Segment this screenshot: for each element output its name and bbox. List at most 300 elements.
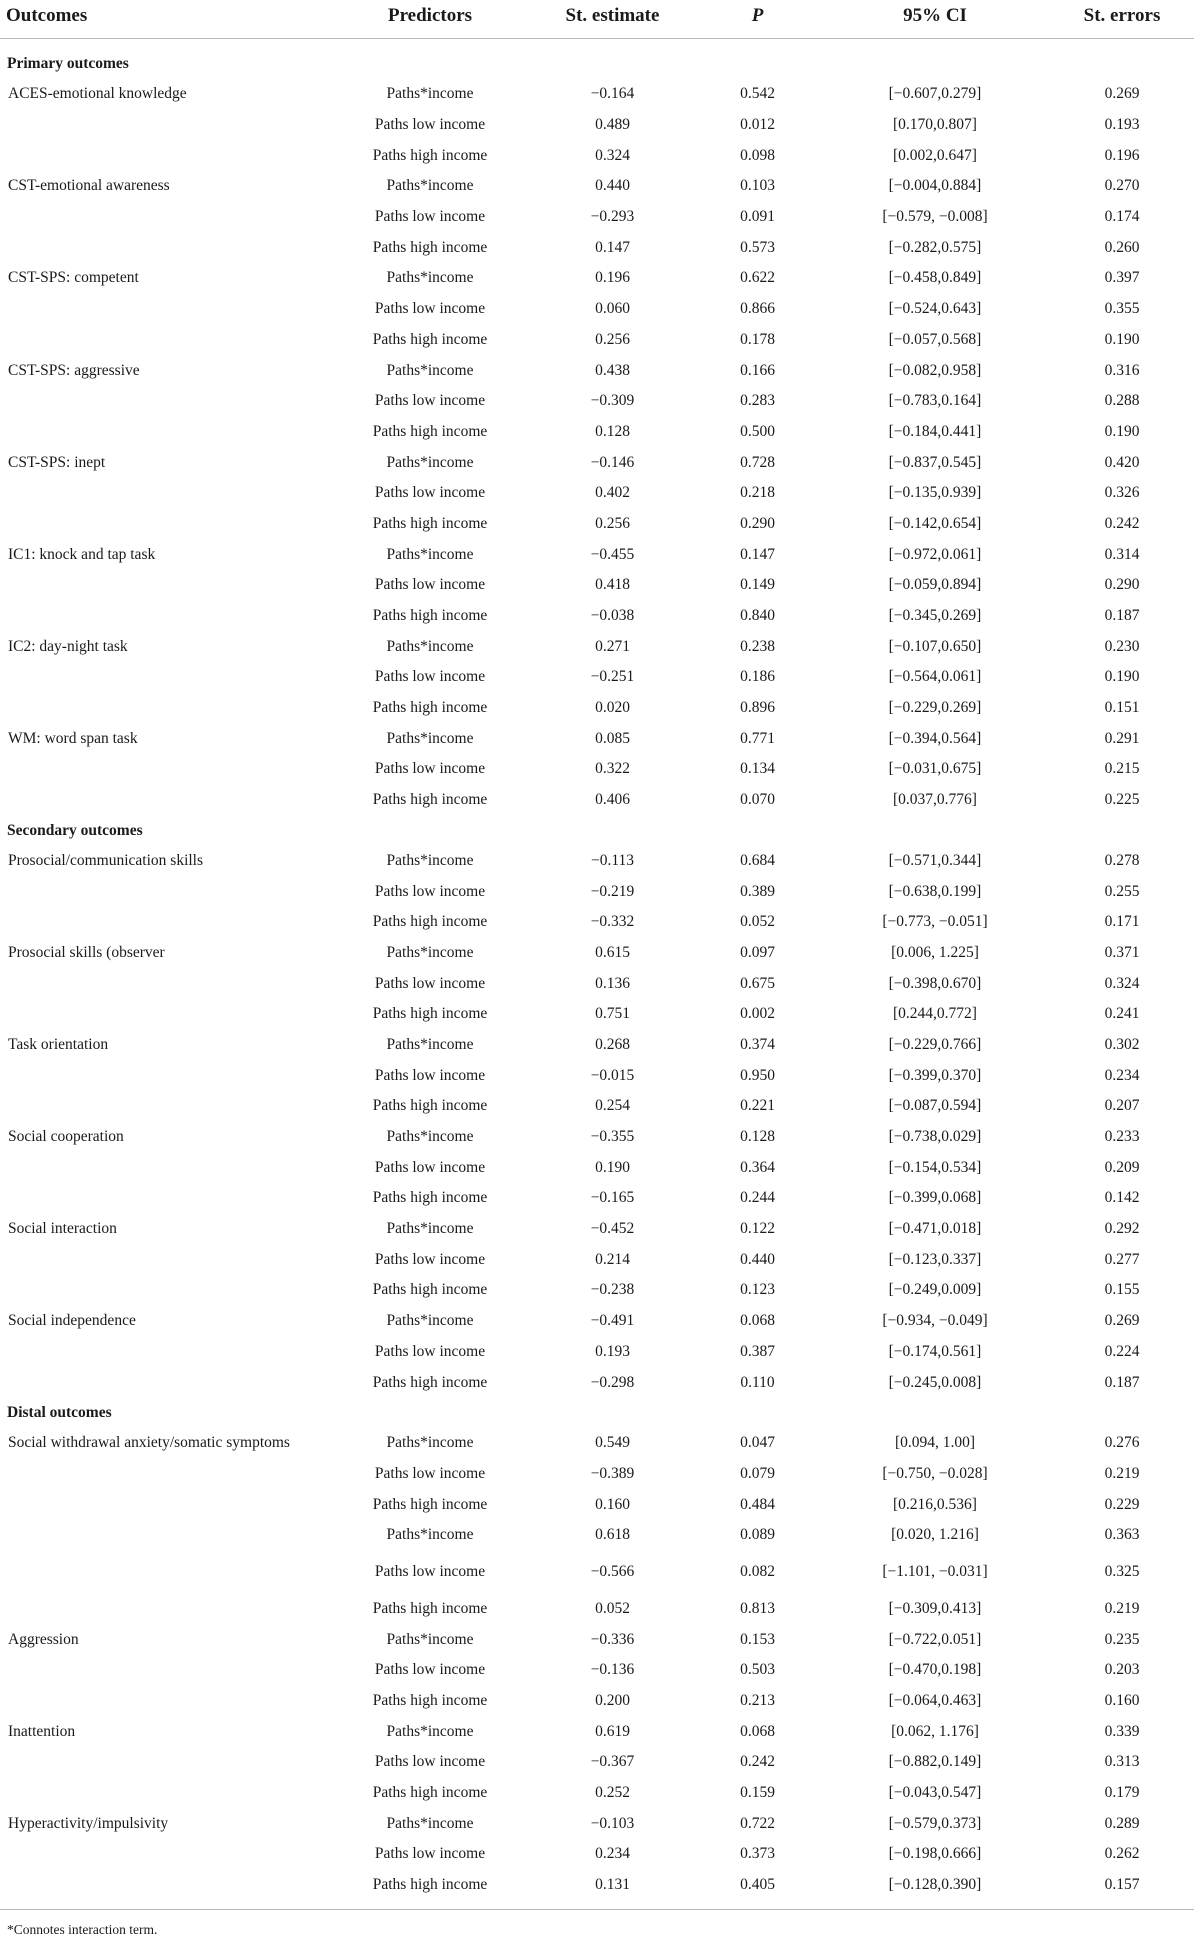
ci-cell: [0.094, 1.00] <box>894 1434 976 1452</box>
predictor-cell: Paths*income <box>386 851 474 869</box>
table-row <box>0 907 1194 938</box>
st-error-cell: 0.230 <box>1104 637 1140 655</box>
ci-cell: [−0.229,0.269] <box>888 699 982 717</box>
outcome-cell <box>0 999 330 1030</box>
p-value-cell: 0.079 <box>740 1464 775 1482</box>
table-row <box>0 478 1194 509</box>
ci-cell: [−0.750, −0.028] <box>882 1464 988 1482</box>
estimate-cell: 0.136 <box>595 974 630 992</box>
outcome-cell: Social independence <box>8 1312 136 1330</box>
outcome-cell: Prosocial skills (observer <box>8 943 165 961</box>
estimate-cell: 0.615 <box>595 943 630 961</box>
table-row <box>0 1808 1194 1839</box>
ci-cell: [−0.082,0.958] <box>888 361 982 379</box>
predictor-cell: Paths high income <box>372 1189 488 1207</box>
ci-cell: [−0.773, −0.051] <box>882 913 988 931</box>
estimate-cell: 0.200 <box>595 1692 630 1710</box>
st-error-cell: 0.289 <box>1104 1814 1140 1832</box>
outcome-cell <box>0 570 330 601</box>
ci-cell: [−0.934, −0.049] <box>882 1312 988 1330</box>
estimate-cell: −0.332 <box>590 913 635 931</box>
predictor-cell: Paths low income <box>374 1158 486 1176</box>
outcome-cell: Prosocial/communication skills <box>8 851 204 869</box>
st-error-cell: 0.160 <box>1104 1692 1140 1710</box>
st-error-cell: 0.190 <box>1104 668 1140 686</box>
predictor-cell: Paths low income <box>374 1845 486 1863</box>
p-value-cell: 0.684 <box>740 851 775 869</box>
ci-cell: [−0.394,0.564] <box>888 729 982 747</box>
estimate-cell: 0.254 <box>595 1097 630 1115</box>
ci-cell: [−0.722,0.051] <box>888 1630 982 1648</box>
outcome-cell <box>0 417 330 448</box>
table-row <box>0 539 1194 570</box>
predictor-cell: Paths*income <box>386 1722 474 1740</box>
p-value-cell: 0.866 <box>740 300 775 318</box>
estimate-cell: 0.256 <box>595 330 630 348</box>
estimate-cell: −0.015 <box>590 1066 635 1084</box>
outcome-cell <box>0 110 330 141</box>
st-error-cell: 0.242 <box>1104 514 1140 532</box>
st-error-cell: 0.255 <box>1104 882 1140 900</box>
p-value-cell: 0.374 <box>740 1035 775 1053</box>
p-value-cell: 0.110 <box>740 1373 775 1391</box>
p-value-cell: 0.098 <box>740 146 775 164</box>
st-error-cell: 0.234 <box>1104 1066 1140 1084</box>
estimate-cell: 0.322 <box>595 760 630 778</box>
estimate-cell: 0.268 <box>595 1035 630 1053</box>
st-error-cell: 0.292 <box>1104 1220 1140 1238</box>
predictor-cell: Paths*income <box>386 177 474 195</box>
table-row <box>0 1306 1194 1337</box>
p-value-cell: 0.123 <box>740 1281 775 1299</box>
predictor-cell: Paths high income <box>372 146 488 164</box>
ci-cell: [−0.154,0.534] <box>888 1158 982 1176</box>
table-row <box>0 1183 1194 1214</box>
p-value-cell: 0.089 <box>740 1526 775 1544</box>
section-heading: Primary outcomes <box>7 55 129 72</box>
p-value-cell: 0.500 <box>740 422 775 440</box>
table-row <box>0 232 1194 263</box>
p-value-cell: 0.387 <box>740 1342 775 1360</box>
st-error-cell: 0.203 <box>1104 1661 1140 1679</box>
p-value-cell: 0.122 <box>740 1220 775 1238</box>
ci-cell: [−0.004,0.884] <box>888 177 982 195</box>
p-value-cell: 0.149 <box>740 576 775 594</box>
predictor-cell: Paths low income <box>374 760 486 778</box>
estimate-cell: −0.238 <box>590 1281 635 1299</box>
predictor-cell: Paths*income <box>386 729 474 747</box>
ci-cell: [−0.128,0.390] <box>888 1876 982 1894</box>
estimate-cell: −0.355 <box>590 1128 635 1146</box>
ci-cell: [−0.345,0.269] <box>888 607 982 625</box>
ci-cell: [−0.579, −0.008] <box>882 208 988 226</box>
table-row <box>0 263 1194 294</box>
table-row <box>0 1060 1194 1091</box>
ci-cell: [−0.471,0.018] <box>888 1220 982 1238</box>
table-footnote: *Connotes interaction term. <box>7 1922 158 1937</box>
ci-cell: [−0.123,0.337] <box>888 1250 982 1268</box>
table-row <box>0 968 1194 999</box>
table-row <box>0 1091 1194 1122</box>
st-error-cell: 0.262 <box>1104 1845 1140 1863</box>
table-header <box>0 0 1194 39</box>
ci-cell: [−0.087,0.594] <box>888 1097 982 1115</box>
table-row <box>0 1594 1194 1625</box>
p-value-cell: 0.622 <box>740 269 775 287</box>
predictor-cell: Paths high income <box>372 1373 488 1391</box>
table-row <box>0 1655 1194 1686</box>
estimate-cell: 0.256 <box>595 514 630 532</box>
ci-cell: [−0.245,0.008] <box>888 1373 982 1391</box>
predictor-cell: Paths*income <box>386 1526 474 1544</box>
predictor-cell: Paths*income <box>386 1035 474 1053</box>
table-row <box>0 601 1194 632</box>
estimate-cell: −0.293 <box>590 208 635 226</box>
p-value-cell: 0.440 <box>740 1250 775 1268</box>
estimate-cell: −0.336 <box>590 1630 635 1648</box>
p-value-cell: 0.950 <box>740 1066 775 1084</box>
st-error-cell: 0.313 <box>1104 1753 1140 1771</box>
st-error-cell: 0.269 <box>1104 85 1140 103</box>
table-row <box>0 1870 1194 1901</box>
st-error-cell: 0.224 <box>1104 1342 1140 1360</box>
table-row <box>0 785 1194 816</box>
estimate-cell: −0.164 <box>590 85 635 103</box>
predictor-cell: Paths high income <box>372 1495 488 1513</box>
p-value-cell: 0.896 <box>740 699 775 717</box>
st-error-cell: 0.219 <box>1104 1599 1140 1617</box>
st-error-cell: 0.316 <box>1104 361 1140 379</box>
predictor-cell: Paths high income <box>372 1784 488 1802</box>
table-row <box>0 846 1194 877</box>
estimate-cell: −0.298 <box>590 1373 635 1391</box>
outcome-cell <box>0 907 330 938</box>
table-row <box>0 570 1194 601</box>
predictor-cell: Paths*income <box>386 269 474 287</box>
header-st-errors: St. errors <box>1050 0 1194 39</box>
estimate-cell: 0.128 <box>595 422 630 440</box>
estimate-cell: 0.418 <box>595 576 630 594</box>
ci-cell: [−0.579,0.373] <box>888 1814 982 1832</box>
table-row <box>0 1459 1194 1490</box>
estimate-cell: −0.452 <box>590 1220 635 1238</box>
st-error-cell: 0.241 <box>1104 1005 1140 1023</box>
header-p: P <box>695 0 820 39</box>
st-error-cell: 0.397 <box>1104 269 1140 287</box>
p-value-cell: 0.082 <box>740 1563 775 1581</box>
st-error-cell: 0.219 <box>1104 1464 1140 1482</box>
ci-cell: [−0.174,0.561] <box>888 1342 982 1360</box>
table-row <box>0 1686 1194 1717</box>
outcome-cell <box>0 1489 330 1520</box>
section-heading-row <box>0 49 1194 79</box>
estimate-cell: 0.085 <box>595 729 630 747</box>
outcome-cell <box>0 1060 330 1091</box>
st-error-cell: 0.229 <box>1104 1495 1140 1513</box>
p-value-cell: 0.103 <box>740 177 775 195</box>
p-value-cell: 0.503 <box>740 1661 775 1679</box>
p-value-cell: 0.153 <box>740 1630 775 1648</box>
table-row <box>0 355 1194 386</box>
outcome-cell: Aggression <box>8 1630 79 1648</box>
table-row <box>0 1337 1194 1368</box>
table-row <box>0 723 1194 754</box>
outcome-cell <box>0 232 330 263</box>
predictor-cell: Paths high income <box>372 1599 488 1617</box>
p-value-cell: 0.166 <box>740 361 775 379</box>
outcome-cell <box>0 876 330 907</box>
table-row <box>0 325 1194 356</box>
estimate-cell: 0.618 <box>595 1526 630 1544</box>
outcome-cell <box>0 601 330 632</box>
table-row <box>0 693 1194 724</box>
predictor-cell: Paths low income <box>374 392 486 410</box>
outcome-cell <box>0 1686 330 1717</box>
outcome-cell: Social cooperation <box>8 1128 124 1146</box>
p-value-cell: 0.405 <box>740 1876 775 1894</box>
header-95-ci: 95% CI <box>820 0 1050 39</box>
p-value-cell: 0.068 <box>740 1722 775 1740</box>
st-error-cell: 0.270 <box>1104 177 1140 195</box>
ci-cell: [0.006, 1.225] <box>891 943 979 961</box>
outcome-cell <box>0 1551 330 1594</box>
estimate-cell: 0.252 <box>595 1784 630 1802</box>
st-error-cell: 0.157 <box>1104 1876 1140 1894</box>
table-row <box>0 1778 1194 1809</box>
outcome-cell <box>0 785 330 816</box>
p-value-cell: 0.213 <box>740 1692 775 1710</box>
estimate-cell: 0.160 <box>595 1495 630 1513</box>
outcome-cell <box>0 325 330 356</box>
st-error-cell: 0.179 <box>1104 1784 1140 1802</box>
outcome-cell: CST-SPS: aggressive <box>8 361 140 379</box>
ci-cell: [−0.398,0.670] <box>888 974 982 992</box>
ci-cell: [−0.198,0.666] <box>888 1845 982 1863</box>
ci-cell: [−0.837,0.545] <box>888 453 982 471</box>
table-body <box>0 39 1194 1910</box>
predictor-cell: Paths*income <box>386 637 474 655</box>
ci-cell: [−0.738,0.029] <box>888 1128 982 1146</box>
outcome-cell: IC2: day-night task <box>8 637 128 655</box>
outcome-cell: CST-emotional awareness <box>8 177 170 195</box>
predictor-cell: Paths high income <box>372 699 488 717</box>
p-value-cell: 0.128 <box>740 1128 775 1146</box>
outcome-cell: Task orientation <box>8 1035 109 1053</box>
estimate-cell: 0.619 <box>595 1722 630 1740</box>
outcome-cell: Social withdrawal anxiety/somatic symptoms <box>8 1434 290 1452</box>
p-value-cell: 0.242 <box>740 1753 775 1771</box>
table-row <box>0 1244 1194 1275</box>
predictor-cell: Paths low income <box>374 300 486 318</box>
predictor-cell: Paths*income <box>386 1814 474 1832</box>
predictor-cell: Paths*income <box>386 545 474 563</box>
outcome-cell <box>0 662 330 693</box>
st-error-cell: 0.171 <box>1104 913 1140 931</box>
ci-cell: [−0.882,0.149] <box>888 1753 982 1771</box>
estimate-cell: −0.103 <box>590 1814 635 1832</box>
table-row <box>0 1122 1194 1153</box>
ci-cell: [−0.184,0.441] <box>888 422 982 440</box>
p-value-cell: 0.244 <box>740 1189 775 1207</box>
ci-cell: [0.216,0.536] <box>893 1495 977 1513</box>
table-row <box>0 1624 1194 1655</box>
p-value-cell: 0.389 <box>740 882 775 900</box>
st-error-cell: 0.190 <box>1104 330 1140 348</box>
outcome-cell <box>0 1183 330 1214</box>
st-error-cell: 0.291 <box>1104 729 1140 747</box>
predictor-cell: Paths*income <box>386 453 474 471</box>
p-value-cell: 0.091 <box>740 208 775 226</box>
table-row <box>0 202 1194 233</box>
section-heading-row <box>0 816 1194 846</box>
table-row <box>0 447 1194 478</box>
table-row <box>0 631 1194 662</box>
table-row <box>0 110 1194 141</box>
estimate-cell: −0.219 <box>590 882 635 900</box>
ci-cell: [−0.142,0.654] <box>888 514 982 532</box>
estimate-cell: −0.251 <box>590 668 635 686</box>
p-value-cell: 0.484 <box>740 1495 775 1513</box>
st-error-cell: 0.371 <box>1104 943 1140 961</box>
predictor-cell: Paths high income <box>372 1281 488 1299</box>
ci-cell: [−0.571,0.344] <box>888 851 982 869</box>
estimate-cell: −0.367 <box>590 1753 635 1771</box>
estimate-cell: 0.060 <box>595 300 630 318</box>
st-error-cell: 0.174 <box>1104 208 1140 226</box>
p-value-cell: 0.238 <box>740 637 775 655</box>
estimate-cell: −0.136 <box>590 1661 635 1679</box>
estimate-cell: 0.324 <box>595 146 630 164</box>
st-error-cell: 0.355 <box>1104 300 1140 318</box>
p-value-cell: 0.002 <box>740 1005 775 1023</box>
estimate-cell: 0.406 <box>595 791 630 809</box>
st-error-cell: 0.288 <box>1104 392 1140 410</box>
p-value-cell: 0.068 <box>740 1312 775 1330</box>
header-outcomes: Outcomes <box>0 0 330 39</box>
predictor-cell: Paths high income <box>372 913 488 931</box>
estimate-cell: −0.566 <box>590 1563 635 1581</box>
st-error-cell: 0.193 <box>1104 116 1140 134</box>
table-row <box>0 79 1194 110</box>
predictor-cell: Paths*income <box>386 85 474 103</box>
p-value-cell: 0.840 <box>740 607 775 625</box>
p-value-cell: 0.159 <box>740 1784 775 1802</box>
predictor-cell: Paths high income <box>372 238 488 256</box>
ci-cell: [−0.059,0.894] <box>888 576 982 594</box>
estimate-cell: 0.234 <box>595 1845 630 1863</box>
p-value-cell: 0.097 <box>740 943 775 961</box>
outcome-cell <box>0 1520 330 1551</box>
ci-cell: [−0.972,0.061] <box>888 545 982 563</box>
outcome-cell: Social interaction <box>8 1220 117 1238</box>
p-value-cell: 0.221 <box>740 1097 775 1115</box>
st-error-cell: 0.142 <box>1104 1189 1140 1207</box>
table-row <box>0 1520 1194 1551</box>
estimate-cell: −0.491 <box>590 1312 635 1330</box>
outcome-cell <box>0 294 330 325</box>
table-row <box>0 1839 1194 1870</box>
p-value-cell: 0.147 <box>740 545 775 563</box>
estimate-cell: −0.165 <box>590 1189 635 1207</box>
outcome-cell: WM: word span task <box>8 729 138 747</box>
predictor-cell: Paths high income <box>372 422 488 440</box>
ci-cell: [−0.783,0.164] <box>888 392 982 410</box>
estimate-cell: 0.214 <box>595 1250 630 1268</box>
table-row <box>0 1428 1194 1459</box>
table-row <box>0 171 1194 202</box>
predictor-cell: Paths high income <box>372 1005 488 1023</box>
st-error-cell: 0.187 <box>1104 607 1140 625</box>
st-error-cell: 0.363 <box>1104 1526 1140 1544</box>
outcome-cell <box>0 478 330 509</box>
ci-cell: [0.037,0.776] <box>893 791 977 809</box>
st-error-cell: 0.225 <box>1104 791 1140 809</box>
outcome-cell <box>0 1459 330 1490</box>
outcome-cell <box>0 1870 330 1901</box>
ci-cell: [−0.524,0.643] <box>888 300 982 318</box>
st-error-cell: 0.215 <box>1104 760 1140 778</box>
estimate-cell: −0.038 <box>590 607 635 625</box>
ci-cell: [−0.057,0.568] <box>888 330 982 348</box>
p-value-cell: 0.722 <box>740 1814 775 1832</box>
ci-cell: [−1.101, −0.031] <box>882 1563 988 1581</box>
predictor-cell: Paths*income <box>386 1434 474 1452</box>
estimate-cell: 0.751 <box>595 1005 630 1023</box>
outcome-cell <box>0 1091 330 1122</box>
st-error-cell: 0.277 <box>1104 1250 1140 1268</box>
ci-cell: [−0.064,0.463] <box>888 1692 982 1710</box>
section-heading: Secondary outcomes <box>7 821 143 839</box>
p-value-cell: 0.290 <box>740 514 775 532</box>
table-row <box>0 876 1194 907</box>
p-value-cell: 0.218 <box>740 484 775 502</box>
predictor-cell: Paths*income <box>386 1312 474 1330</box>
st-error-cell: 0.326 <box>1104 484 1140 502</box>
outcome-cell <box>0 1275 330 1306</box>
outcome-cell: ACES-emotional knowledge <box>8 85 187 103</box>
st-error-cell: 0.260 <box>1104 238 1140 256</box>
outcome-cell <box>0 509 330 540</box>
outcome-cell <box>0 140 330 171</box>
table-row <box>0 1489 1194 1520</box>
p-value-cell: 0.364 <box>740 1158 775 1176</box>
st-error-cell: 0.420 <box>1104 453 1140 471</box>
table-row <box>0 662 1194 693</box>
predictor-cell: Paths low income <box>374 208 486 226</box>
ci-cell: [−0.309,0.413] <box>888 1599 982 1617</box>
table-row <box>0 1716 1194 1747</box>
st-error-cell: 0.339 <box>1104 1722 1140 1740</box>
predictor-cell: Paths high income <box>372 1097 488 1115</box>
table-row <box>0 754 1194 785</box>
ci-cell: [0.062, 1.176] <box>891 1722 979 1740</box>
section-heading-row <box>0 1398 1194 1428</box>
p-value-cell: 0.675 <box>740 974 775 992</box>
table-row <box>0 1030 1194 1061</box>
predictor-cell: Paths low income <box>374 1250 486 1268</box>
st-error-cell: 0.187 <box>1104 1373 1140 1391</box>
predictor-cell: Paths*income <box>386 1128 474 1146</box>
table-row <box>0 294 1194 325</box>
predictor-cell: Paths low income <box>374 484 486 502</box>
p-value-cell: 0.052 <box>740 913 775 931</box>
ci-cell: [0.244,0.772] <box>893 1005 977 1023</box>
predictor-cell: Paths low income <box>374 1661 486 1679</box>
table-row <box>0 1275 1194 1306</box>
p-value-cell: 0.728 <box>740 453 775 471</box>
st-error-cell: 0.190 <box>1104 422 1140 440</box>
table-row <box>0 1214 1194 1245</box>
